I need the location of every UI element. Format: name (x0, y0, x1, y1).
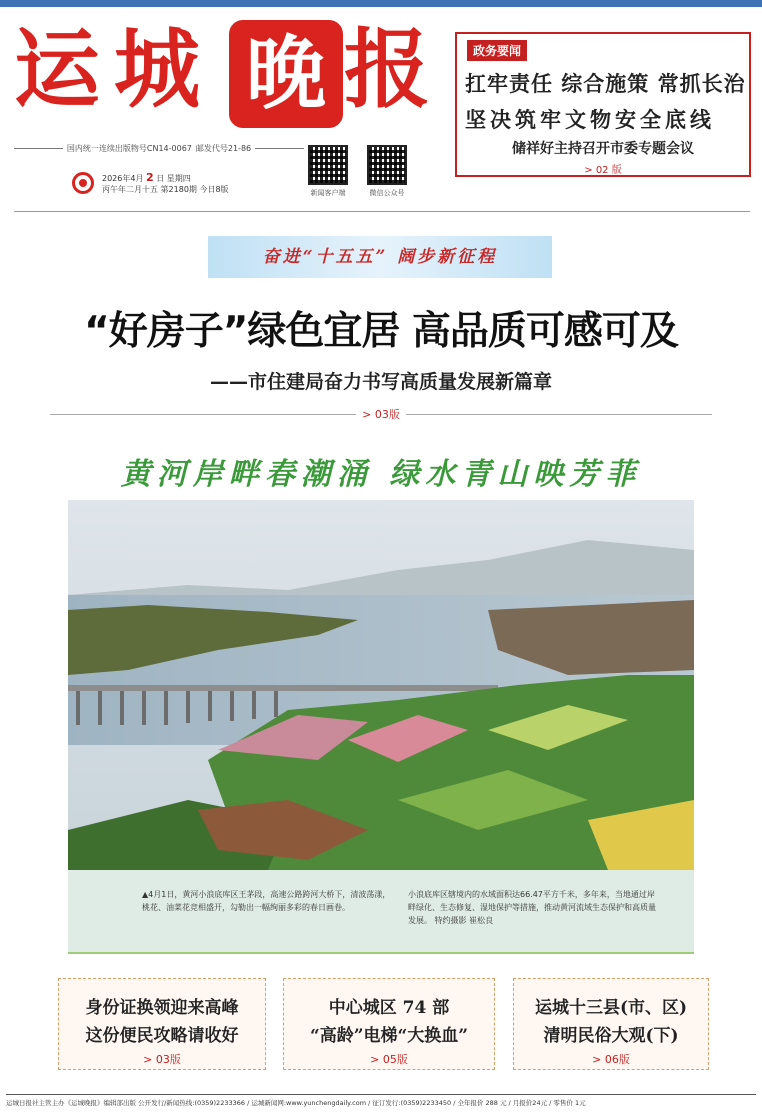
top-accent-bar (0, 0, 762, 7)
section-tag: 政务要闻 (467, 40, 527, 61)
masthead-char: 晚 (229, 20, 343, 128)
news-title-line2: 坚决筑牢文物安全底线 (465, 108, 715, 132)
qr-label: 新闻客户端 (310, 189, 346, 197)
footer-info: 运城日报社主管主办《运城晚报》编辑部出版 公开发行/新闻热线:(0359)2233366 / 运城新闻网:www.yunchengdaily.com / 征订发行:(0359)2233450 / 全年报价 288 元 / 月报价24元 / 零售价 1元 (6, 1099, 586, 1107)
divider (68, 952, 694, 954)
promo-box[interactable] (283, 978, 495, 1070)
divider (14, 211, 750, 212)
postal-code: 邮发代号21-86 (195, 144, 252, 153)
masthead-char: 城 (114, 19, 200, 120)
page-reference[interactable]: > 03版 (356, 408, 406, 421)
caption-right: 小浪底库区辖境内的水域面积达66.47平方千米，多年来，当地通过岸畔绿化、生态修复、湿地保护等措施，推动黄河流域生态保护和高质量发展。 (408, 890, 656, 925)
news-subtitle: 储祥好主持召开市委专题会议 (512, 141, 694, 157)
promo-line2: 清明民俗大观(下) (543, 1026, 679, 1046)
page-reference[interactable]: > 05版 (370, 1053, 408, 1066)
page-reference[interactable]: > 06版 (592, 1053, 630, 1066)
qr-code-icon[interactable] (367, 145, 407, 185)
photo-feature (68, 500, 694, 952)
masthead-char: 报 (344, 19, 430, 120)
date-suffix: 日 星期四 (156, 174, 191, 183)
promo-line1: 中心城区 74 部 (328, 998, 450, 1018)
lead-headline[interactable]: “好房子”绿色宜居 高品质可感可及 (84, 309, 678, 354)
political-news-box[interactable] (455, 32, 751, 177)
masthead-char: 运 (14, 19, 100, 120)
divider (6, 1094, 756, 1095)
yellow-river-photo (68, 500, 694, 870)
lunar-date: 丙午年二月十五 (102, 185, 158, 194)
photo-headline: 黄河岸畔春潮涌 绿水青山映芳菲 (120, 457, 642, 492)
date-prefix: 2026年4月 (102, 174, 144, 183)
campaign-banner (208, 236, 552, 278)
promo-box[interactable] (513, 978, 709, 1070)
qr-label: 微信公众号 (369, 189, 405, 197)
date-day: 2 (146, 171, 154, 184)
page-reference[interactable]: > 02 版 (584, 165, 622, 176)
paper-logo-icon (72, 172, 94, 194)
cn-number: 国内统一连续出版物号CN14-0067 (66, 144, 192, 153)
dateline (14, 172, 304, 196)
page-reference[interactable]: > 03版 (143, 1053, 181, 1066)
photo-credit: 特约摄影 崔松良 (434, 916, 494, 925)
promo-line2: “高龄”电梯“大换血” (309, 1026, 469, 1046)
photo-caption (68, 870, 694, 952)
publication-info (14, 143, 304, 154)
masthead-logo (14, 16, 444, 124)
lead-subheadline: ——市住建局奋力书写高质量发展新篇章 (209, 371, 552, 393)
promo-line1: 运城十三县(市、区) (534, 998, 688, 1018)
promo-box[interactable] (58, 978, 266, 1070)
page-count: 今日8版 (199, 185, 229, 194)
news-title-line1: 扛牢责任 综合施策 常抓长治 (465, 72, 746, 96)
qr-code-icon[interactable] (308, 145, 348, 185)
promo-line2: 这份便民攻略请收好 (85, 1026, 239, 1046)
issue-number: 第2180期 (160, 185, 197, 194)
banner-text: 奋进“十五五” 阔步新征程 (262, 247, 498, 267)
caption-left: ▲4月1日，黄河小浪底库区王茅段，高速公路跨河大桥下，清波荡漾，桃花、油菜花竞相盛开，勾勒出一幅绚丽多彩的春日画卷。 (142, 890, 391, 912)
promo-line1: 身份证换领迎来高峰 (85, 998, 239, 1018)
